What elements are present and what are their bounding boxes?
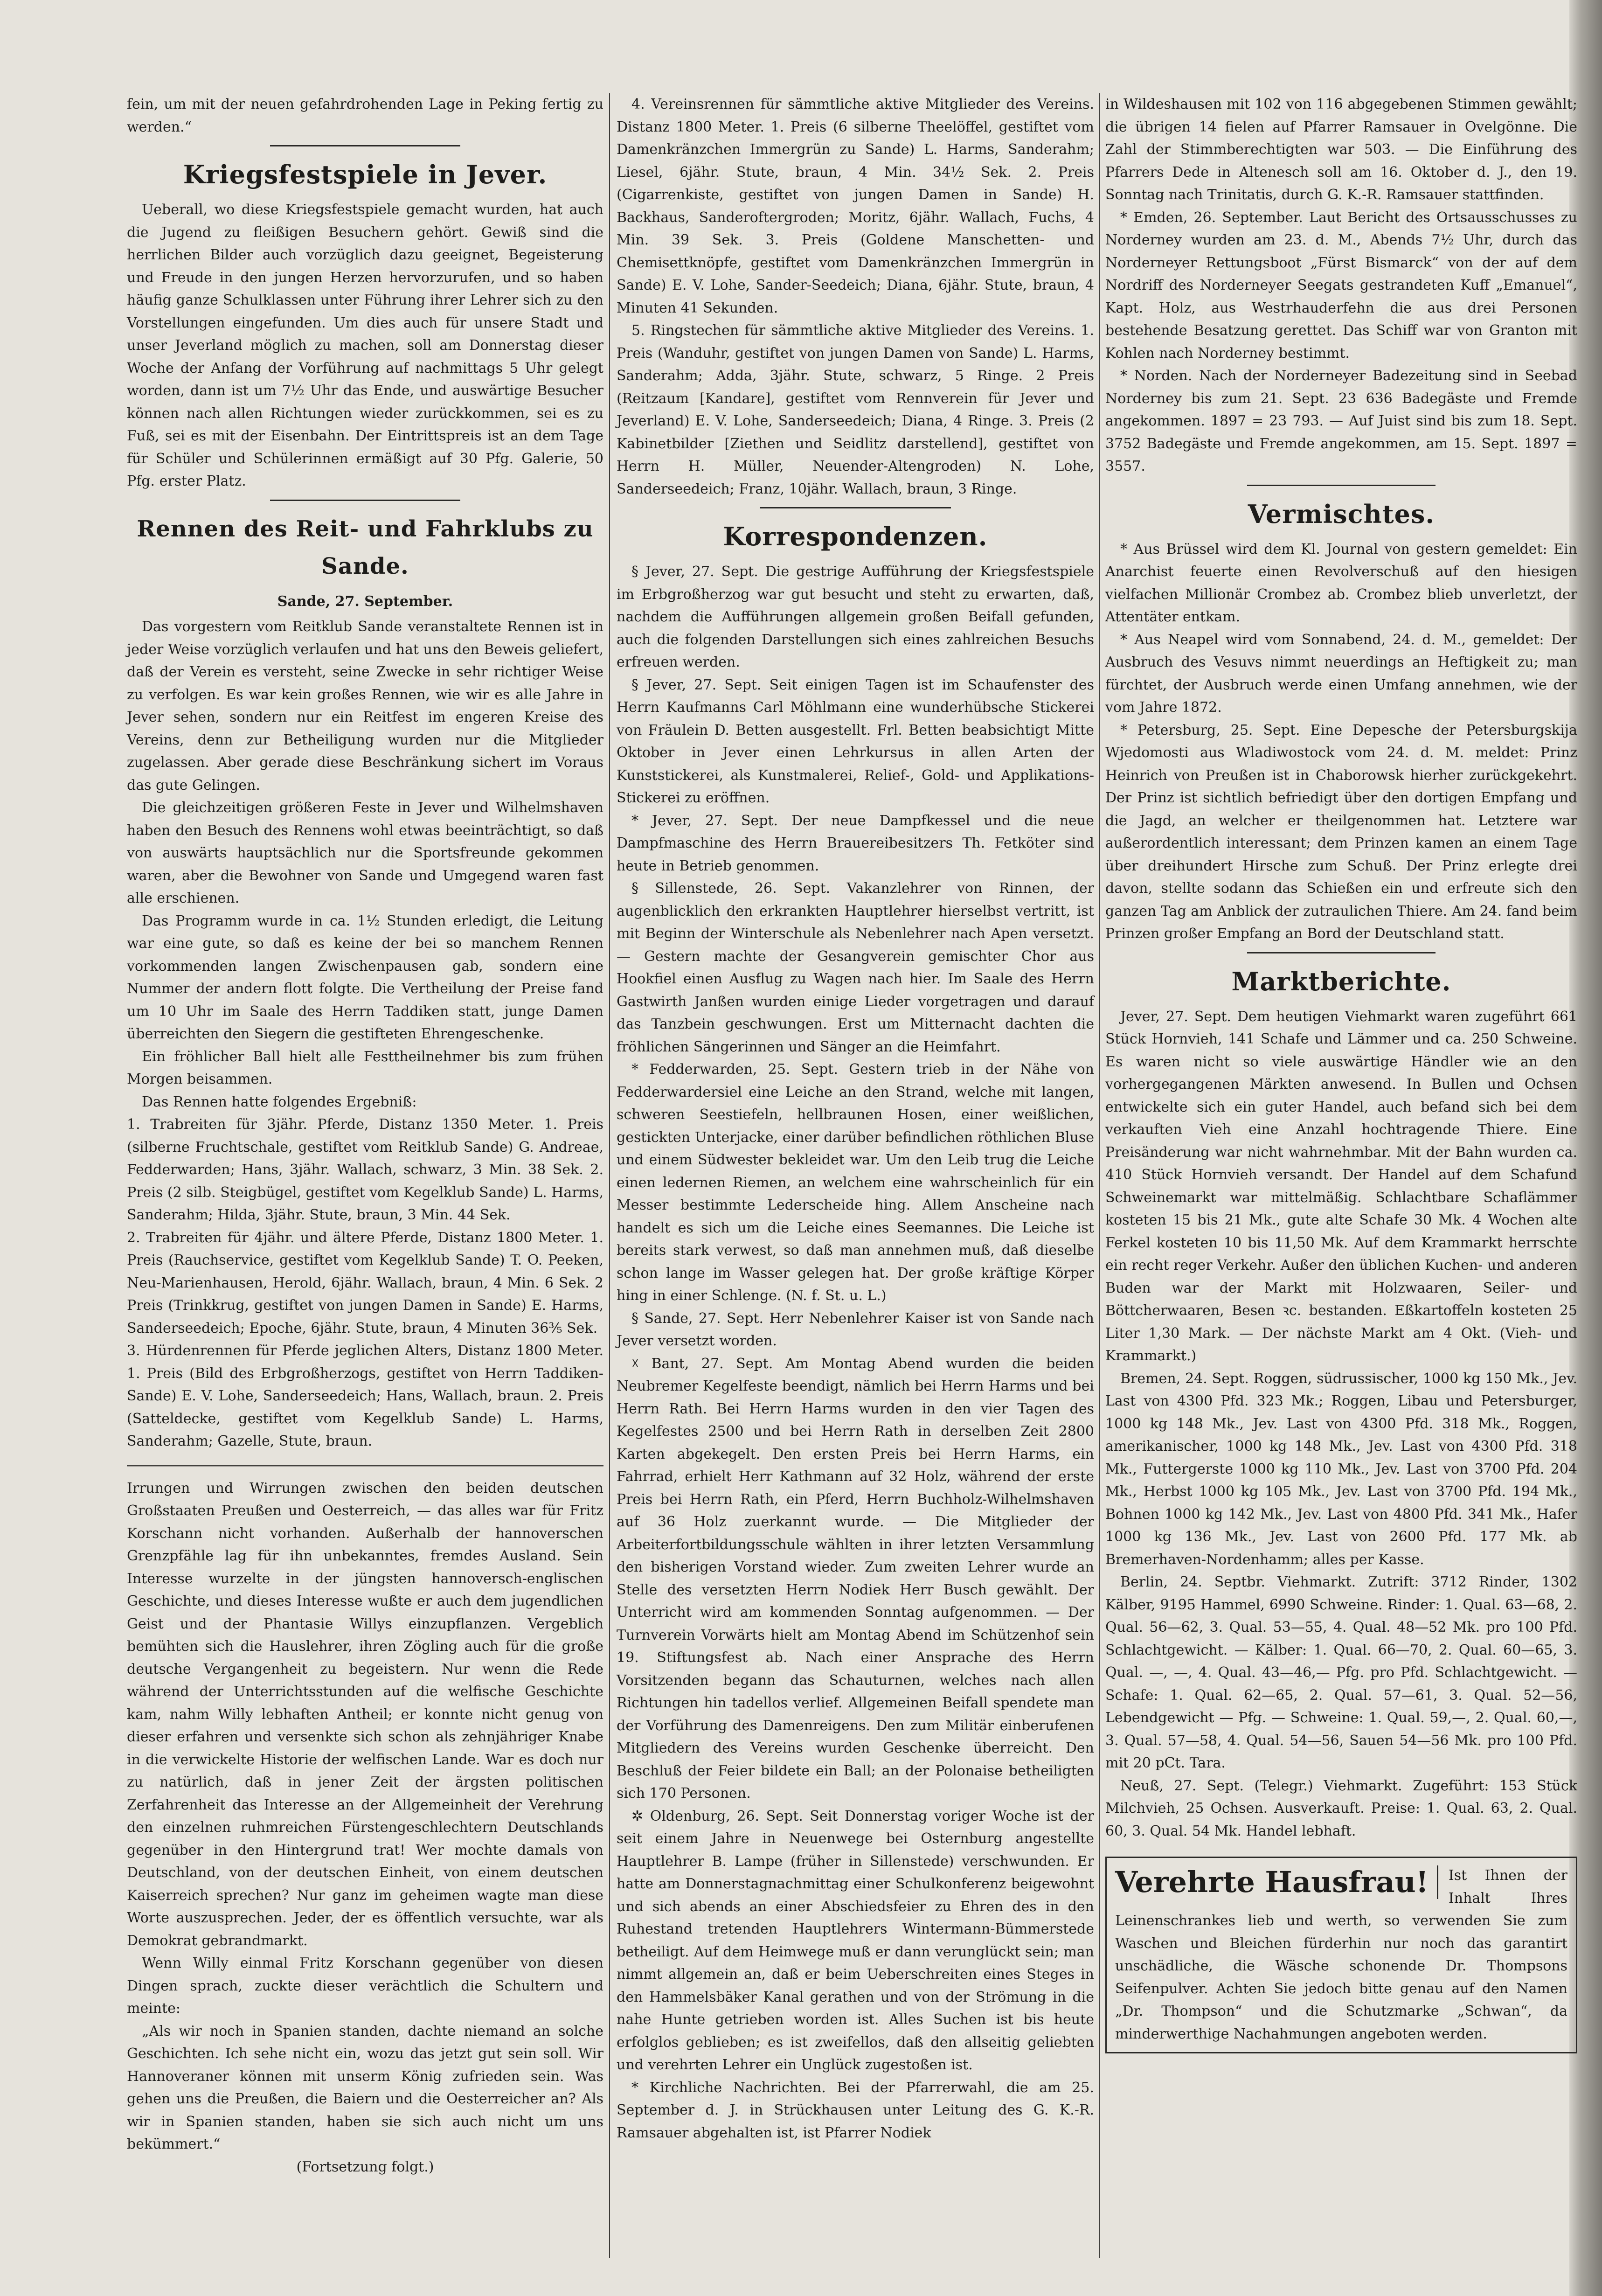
short-divider <box>270 500 461 501</box>
news-item: ✲ Oldenburg, 26. Sept. Seit Donnerstag voriger Woche ist der seit einem Jahre in Neuenwege bei Osternburg angestellte Hauptlehrer B. Lampe (früher in Sillenstede) verschwunden. Er hatte am Donnerstagnachmittag einer Schulkonferenz beigewohnt und sich abends an einer Abschiedsfeier zu Ehren des in den Ruhestand tretenden Hauptlehrers Wintermann-Bümmerstede betheiligt. Auf dem Heimwege muß er dann verunglückt sein; man nimmt allgemein an, daß er beim Ueberschreiten eines Steges in den Hammelsbäker Kanal gerathen und von der Strömung in die nahe Hunte getrieben worden ist. Alles Suchen ist bis heute erfolglos geblieben; es ist zweifellos, daß den allseitig geliebten und verehrten Lehrer ein Unglück zugestoßen ist. <box>617 1808 1094 2073</box>
column-1 <box>127 93 603 2178</box>
market-report: Bremen, 24. Sept. Roggen, südrussischer, 1000 kg 150 Mk., Jev. Last von 4300 Pfd. 323 Mk.; Roggen, Libau und Petersburger, 1000 kg 148 Mk., Jev. Last von 4300 Pfd. 318 Mk., Roggen, amerikanischer, 1000 kg 148 Mk., Jev. Last von 4300 Pfd. 318 Mk., Futtergerste 1000 kg 110 Mk., Jev. Last von 3700 Pfd. 204 Mk., Herbst 1000 kg 105 Mk., Jev. Last von 3700 Pfd. 194 Mk., Bohnen 1000 kg 142 Mk., Jev. Last von 4800 Pfd. 341 Mk., Hafer 1000 kg 136 Mk., Jev. Last von 2600 Pfd. 177 Mk. ab Bremerhaven-Nordenhamm; alles per Kasse. <box>1105 1370 1577 1568</box>
article-paragraph: Das Rennen hatte folgendes Ergebniß: <box>142 1093 417 1110</box>
novel-paragraph: Irrungen und Wirrungen zwischen den beiden deutschen Großstaaten Preußen und Oesterreich, — das alles war für Fritz Korschann nicht vorhanden. Außerhalb der hannoverschen Grenzpfähle lag für ihn unbekanntes, fremdes Ausland. Sein Interesse wurzelte in der jüngsten hannoversch-englischen Geschichte, und dieses Interesse wußte er auch dem jugendlichen Geist und der Phantasie Willys einzupflanzen. Vergeblich bemühten sich die Hauslehrer, ihren Zögling auch für die große deutsche Vergangenheit zu begeistern. Nur wenn die Rede während der Unterrichtsstunden auf die welfische Geschichte kam, nahm Willy lebhaften Antheil; er konnte nicht genug von dieser erfahren und versenkte sich schon als zehnjähriger Knabe in die verwickelte Historie der welfischen Lande. War es doch nur zu natürlich, daß in jener Zeit der ärgsten politischen Zerfahrenheit das Interesse an der Allgemeinheit der Verehrung den einzelnen ruhmreichen Fürstengeschlechtern Deutschlands gegenüber in den Hintergrund trat! Wer mochte damals von Deutschland, von der deutschen Einheit, von einem deutschen Kaiserreich sprechen? Nur ganz im geheimen wagte man diese Worte auszusprechen. Jeder, der es öffentlich versuchte, war als Demokrat gebrandmarkt. <box>127 1480 603 1949</box>
race-result: 2. Trabreiten für 4jähr. und ältere Pferde, Distanz 1800 Meter. 1. Preis (Rauchservice, gestiftet vom Kegelklub Sande) T. O. Peeken, Neu-Marienhausen, Herold, 6jähr. Wallach, braun, 4 Min. 6 Sek. 2 Preis (Trinkkrug, gestiftet von jungen Damen in Sande) E. Harms, Sanderseedeich; Epoche, 6jähr. Stute, braun, 4 Minuten 36⅗ Sek. <box>127 1229 603 1336</box>
headline-rennen: Rennen des Reit- und Fahrklubs zu Sande. <box>137 515 594 579</box>
feuilleton-divider <box>127 1465 603 1467</box>
short-divider <box>760 507 951 508</box>
column-2 <box>617 93 1094 2144</box>
continuation-note: (Fortsetzung folgt.) <box>296 2158 434 2175</box>
news-item: § Sillenstede, 26. Sept. Vakanzlehrer von Rinnen, der augenblicklich den erkrankten Hauptlehrer hierselbst vertritt, ist mit Beginn der Winterschule als Nebenlehrer nach Apen versetzt. — Gestern machte der Gesangverein gemischter Chor aus Hookfiel einen Ausflug zu Wagen nach hier. Im Saale des Herrn Gastwirth Janßen wurden einige Lieder vorgetragen und darauf das Tanzbein geschwungen. Erst um Mitternacht dachten die fröhlichen Sängerinnen und Sänger an die Heimfahrt. <box>617 880 1094 1055</box>
novel-paragraph: Wenn Willy einmal Fritz Korschann gegenüber von diesen Dingen sprach, zuckte dieser verächtlich die Schultern und meinte: <box>127 1955 603 2017</box>
headline-kriegsfestspiele: Kriegsfestspiele in Jever. <box>183 160 548 189</box>
advertisement-box <box>1105 1857 1577 2053</box>
race-result: 1. Trabreiten für 3jähr. Pferde, Distanz 1350 Meter. 1. Preis (silberne Fruchtschale, gestiftet vom Reitklub Sande) G. Andreae, Fedderwarden; Hans, 3jähr. Wallach, schwarz, 3 Min. 38 Sek. 2. Preis (2 silb. Steigbügel, gestiftet vom Kegelklub Sande) L. Harms, Sanderahm; Hilda, 3jähr. Stute, braun, 3 Min. 44 Sek. <box>127 1116 603 1223</box>
short-divider <box>1247 485 1436 486</box>
news-item: * Kirchliche Nachrichten. Bei der Pfarrerwahl, die am 25. September d. J. in Strückhausen unter Leitung des G. K.-R. Ramsauer abgehalten ist, ist Pfarrer Nodiek <box>617 2079 1094 2141</box>
news-item: * Aus Neapel wird vom Sonnabend, 24. d. M., gemeldet: Der Ausbruch des Vesuvs nimmt neuerdings an Heftigkeit zu; man fürchtet, der Ausbruch werde einen Umfang annehmen, wie der vom Jahre 1872. <box>1105 631 1577 716</box>
headline-korrespondenzen: Korrespondenzen. <box>723 522 988 551</box>
article-paragraph: Die gleichzeitigen größeren Feste in Jever und Wilhelmshaven haben den Besuch des Rennens wohl etwas beeinträchtigt, so daß von auswärts hauptsächlich nur die Sportsfreunde gekommen waren, aber die Bewohner von Sande und Umgegend waren fast alle erschienen. <box>127 800 603 906</box>
article-paragraph: Ueberall, wo diese Kriegsfestspiele gemacht wurden, hat auch die Jugend zu fleißigen Besuchern gehört. Gewiß sind die herrlichen Bilder auch vorzüglich dazu geeignet, Begeisterung und Freude in den jungen Herzen hervorzurufen, und so haben häufig ganze Schulklassen unter Führung ihrer Lehrer sich zu den Vorstellungen eingefunden. Um dies auch für unsere Stadt und unser Jeverland möglich zu machen, soll am Donnerstag dieser Woche der Anfang der Vorführung auf nachmittags 5 Uhr gelegt worden, dann ist um 7½ Uhr das Ende, und auswärtige Besucher können nach allen Richtungen wieder zurückkommen, sei es zu Fuß, sei es mit der Eisenbahn. Der Eintrittspreis ist an dem Tage für Schüler und Schülerinnen ermäßigt auf 30 Pfg. Galerie, 50 Pfg. erster Platz. <box>127 202 603 489</box>
news-item: § Jever, 27. Sept. Die gestrige Aufführung der Kriegsfestspiele im Erbgroßherzog war gut besucht und steht zu erwarten, daß, nachdem die Aufführungen allgemein großen Beifall gefunden, auch die folgenden Darstellungen sich eines zahlreichen Besuchs erfreuen werden. <box>617 564 1094 670</box>
news-item: * Fedderwarden, 25. Sept. Gestern trieb in der Nähe von Fedderwardersiel eine Leiche an den Strand, welche mit langen, schweren Seestiefeln, hellbraunen Hosen, einer weißlichen, gestickten Unterjacke, einer darüber befindlichen röthlichen Bluse und einem Südwester bekleidet war. Um den Leib trug die Leiche einen ledernen Riemen, an welchem eine wahrscheinlich für ein Messer bestimmte Lederscheide hing. Allem Anscheine nach handelt es sich um die Leiche eines Seemannes. Die Leiche ist bereits stark verwest, so daß man annehmen muß, daß dieselbe schon lange im Wasser gelegen hat. Der große kräftige Körper hing in einer Schlenge. (N. f. St. u. L.) <box>617 1061 1094 1304</box>
short-divider <box>1247 952 1436 953</box>
news-item: * Norden. Nach der Norderneyer Badezeitung sind in Seebad Norderney bis zum 21. Sept. 23 636 Badegäste und Fremde angekommen. 1897 = 23 793. — Auf Juist sind bis zum 18. Sept. 3752 Badegäste und Fremde angekommen, am 15. Sept. 1897 = 3557. <box>1105 368 1577 474</box>
article-paragraph: Ein fröhlicher Ball hielt alle Festtheilnehmer bis zum frühen Morgen beisammen. <box>127 1048 603 1087</box>
market-report: Berlin, 24. Septbr. Viehmarkt. Zutrift: 3712 Rinder, 1302 Kälber, 9195 Hammel, 6990 Schweine. Rinder: 1. Qual. 63—68, 2. Qual. 56—62, 3. Qual. 53—55, 4. Qual. 48—52 Mk. pro 100 Pfd. Schlachtgewicht. — Kälber: 1. Qual. 66—70, 2. Qual. 60—65, 3. Qual. —, —, 4. Qual. 43—46,— Pfg. pro Pfd. Schlachtgewicht. — Schafe: 1. Qual. 62—65, 2. Qual. 57—61, 3. Qual. 52—56, Lebendgewicht — Pfg. — Schweine: 1. Qual. 59,—, 2. Qual. 60,—, 3. Qual. 57—58, 4. Qual. 54—56, Sauen 54—56 Mk. pro 100 Pfd. mit 20 pCt. Tara. <box>1105 1574 1577 1771</box>
article-paragraph: Das vorgestern vom Reitklub Sande veranstaltete Rennen ist in jeder Weise vorzüglich verlaufen und hat uns den Beweis geliefert, daß der Verein es versteht, seine Zwecke in sehr richtiger Weise zu verfolgen. Es war kein großes Rennen, wie wir es alle Jahre in Jever sehen, sondern nur ein Reitfest im engeren Kreise des Vereins, denn zur Betheiligung wurden nur die Mitglieder zugelassen. Aber gerade diese Beschränkung sichert im Voraus das gute Gelingen. <box>127 619 603 793</box>
market-report: Neuß, 27. Sept. (Telegr.) Viehmarkt. Zugeführt: 153 Stück Milchvieh, 25 Ochsen. Ausverkauft. Preise: 1. Qual. 63, 2. Qual. 60, 3. Qual. 54 Mk. Handel lebhaft. <box>1105 1777 1577 1839</box>
headline-vermischtes: Vermischtes. <box>1248 499 1435 529</box>
dateline: Sande, 27. September. <box>277 593 453 610</box>
news-item: * Petersburg, 25. Sept. Eine Depesche der Petersburgskija Wjedomosti aus Wladiwostock vom 24. d. M. meldet: Prinz Heinrich von Preußen ist in Chaborowsk hierher zurückgekehrt. Der Prinz ist sichtlich befriedigt über den dortigen Empfang und die Jagd, an welcher er theilgenommen hat. Letztere war außerordentlich interessant; dem Prinzen kamen an einem Tage über dreihundert Hirsche zum Schuß. Der Prinz erlegte drei davon, stellte sodann das Schießen ein und erfreute sich den ganzen Tag am Anblick der zutraulichen Thiere. Am 24. fand beim Prinzen großer Empfang an Bord der Deutschland statt. <box>1105 722 1577 942</box>
advertisement-text: Ist Ihnen der Inhalt Ihres Leinenschrankes lieb und werth, so verwenden Sie zum Waschen und Bleichen fürderhin nur noch das garantirt unschädliche, die Wäsche schonende Dr. Thompsons Seifenpulver. Achten Sie jedoch bitte genau auf den Namen „Dr. Thompson“ und die Schutzmarke „Schwan“, da minderwerthige Nachahmungen angeboten werden. <box>1115 1867 1567 2042</box>
news-item: § Jever, 27. Sept. Seit einigen Tagen ist im Schaufenster des Herrn Kaufmanns Carl Möhlmann eine wunderhübsche Stickerei von Fräulein D. Betten ausgestellt. Frl. Betten beabsichtigt Mitte Oktober in Jever einen Lehrkursus in allen Arten der Kunststickerei, als Kunstmalerei, Relief-, Gold- und Applikations-Stickerei zu eröffnen. <box>617 676 1094 806</box>
race-result: 5. Ringstechen für sämmtliche aktive Mitglieder des Vereins. 1. Preis (Wanduhr, gestiftet von jungen Damen von Sande) L. Harms, Sanderahm; Adda, 3jähr. Stute, schwarz, 5 Ringe. 2 Preis (Reitzaum [Kandare], gestiftet vom Rennverein für Jever und Jeverland) E. V. Lohe, Sanderseedeich; Diana, 4 Ringe. 3. Preis (2 Kabinetbilder [Ziethen und Seidlitz darstellend], gestiftet von Herrn H. Müller, Neuender-Altengroden) N. Lohe, Sanderseedeich; Franz, 10jähr. Wallach, braun, 3 Ringe. <box>617 322 1094 497</box>
headline-marktberichte: Marktberichte. <box>1231 966 1451 996</box>
news-item: * Aus Brüssel wird dem Kl. Journal von gestern gemeldet: Ein Anarchist feuerte einen Revolverschuß auf den hiesigen vielfachen Millionär Crombez ab. Crombez blieb unverletzt, der Attentäter entkam. <box>1105 541 1577 625</box>
news-item: § Sande, 27. Sept. Herr Nebenlehrer Kaiser ist von Sande nach Jever versetzt worden. <box>617 1310 1094 1349</box>
race-result: 3. Hürdenrennen für Pferde jeglichen Alters, Distanz 1800 Meter. 1. Preis (Bild des Erbgroßherzogs, gestiftet von Herrn Taddiken-Sande) E. V. Lohe, Sanderseedeich; Hans, Wallach, braun. 2. Preis (Satteldecke, gestiftet vom Kegelklub Sande) L. Harms, Sanderahm; Gazelle, Stute, braun. <box>127 1343 603 1449</box>
article-continuation: fein, um mit der neuen gefahrdrohenden Lage in Peking fertig zu werden.“ <box>127 96 603 135</box>
news-item: * Emden, 26. September. Laut Bericht des Ortsausschusses zu Norderney wurden am 23. d. M., Abends 7½ Uhr, durch das Norderneyer Rettungsboot „Fürst Bismarck“ von der auf dem Nordriff des Norderneyer Seegats gestrandeten Kuff „Emanuel“, Kapt. Holz, aus Westrhauderfehn die aus drei Personen bestehende Besatzung gerettet. Das Schiff war von Granton mit Kohlen nach Norderney bestimmt. <box>1105 209 1577 362</box>
column-rule <box>1099 93 1100 2258</box>
advertisement-title: Verehrte Hausfrau! <box>1115 1865 1438 1899</box>
novel-paragraph: „Als wir noch in Spanien standen, dachte niemand an solche Geschichten. Ich sehe nicht ein, wozu das jetzt gut sein soll. Wir Hannoveraner können mit unserm König zufrieden sein. Was gehen uns die Preußen, die Baiern und die Oesterreicher an? Als wir in Spanien standen, haben sie sich auch nicht um uns bekümmert.“ <box>127 2023 603 2152</box>
article-paragraph: Das Programm wurde in ca. 1½ Stunden erledigt, die Leitung war eine gute, so daß es keine der bei so manchem Rennen vorkommenden langen Zwischenpausen gab, sondern eine Nummer der andern flott folgte. Die Vertheilung der Preise fand um 10 Uhr im Saale des Herrn Taddiken statt, junge Damen überreichten den Siegern die gestifteten Ehrengeschenke. <box>127 912 603 1042</box>
news-item: ☓ Bant, 27. Sept. Am Montag Abend wurden die beiden Neubremer Kegelfeste beendigt, nämlich bei Herrn Harms und bei Herrn Rath. Bei Herrn Harms wurden in den vier Tagen des Kegelfestes 2500 und bei Herrn Rath in derselben Zeit 2800 Karten abgekegelt. Den ersten Preis bei Herrn Harms, ein Fahrrad, erhielt Herr Kathmann auf 32 Holz, während der erste Preis bei Herrn Rath, ein Pferd, Herrn Buchholz-Wilhelmshaven auf 36 Holz zuerkannt wurde. — Die Mitglieder der Arbeiterfortbildungsschule wählten in ihrer letzten Versammlung den bisherigen Vorstand wieder. Zum zweiten Lehrer wurde an Stelle des versetzten Herrn Nodiek Herr Busch gewählt. Der Unterricht wird am kommenden Sonntag aufgenommen. — Der Turnverein Vorwärts hielt am Montag Abend im Schützenhof sein 19. Stiftungsfest ab. Nach einer Ansprache des Herrn Vorsitzenden begann das Schauturnen, welches nach allen Richtungen hin tadellos verlief. Allgemeinen Beifall spendete man der Vorführung des Damenreigens. Den zum Militär einberufenen Mitgliedern des Vereins wurden Geschenke überreicht. Den Beschluß der Feier bildete ein Ball; an der Polonaise betheiligten sich 170 Personen. <box>617 1355 1094 1802</box>
column-3 <box>1105 93 1577 2053</box>
news-item: in Wildeshausen mit 102 von 116 abgegebenen Stimmen gewählt; die übrigen 14 fielen auf Pfarrer Ramsauer in Ovelgönne. Die Zahl der Stimmberechtigten war 503. — Die Einführung des Pfarrers Dede in Altenesch soll am 16. Oktober d. J., den 19. Sonntag nach Trinitatis, durch G. K.-R. Ramsauer stattfinden. <box>1105 96 1577 203</box>
news-item: * Jever, 27. Sept. Der neue Dampfkessel und die neue Dampfmaschine des Herrn Brauereibesitzers Th. Fetköter sind heute in Betrieb genommen. <box>617 812 1094 874</box>
market-report: Jever, 27. Sept. Dem heutigen Viehmarkt waren zugeführt 661 Stück Hornvieh, 141 Schafe und Lämmer und ca. 250 Schweine. Es waren nicht so viele auswärtige Händler wie an den vorhergegangenen Märkten anwesend. In Bullen und Ochsen entwickelte sich ein guter Handel, auch befand sich bei dem verkauften Vieh eine Anzahl hochtragende Thiere. Eine Preisänderung war nicht wahrnehmbar. Mit der Bahn wurden ca. 410 Stück Hornvieh versandt. Der Handel auf dem Schafund Schweinemarkt war mittelmäßig. Schlachtbare Schaflämmer kosteten 15 bis 21 Mk., gute alte Schafe 30 Mk. 4 Wochen alte Ferkel kosteten 10 bis 11,50 Mk. Auf dem Krammarkt herrschte ein recht reger Verkehr. Außer den üblichen Kuchen- und anderen Buden war der Markt mit Holzwaaren, Seiler- und Böttcherwaaren, Besen ꝛc. bestanden. Eßkartoffeln kosteten 25 Liter 1,30 Mark. — Der nächste Markt am 4 Okt. (Vieh- und Krammarkt.) <box>1105 1008 1577 1364</box>
short-divider <box>270 145 461 146</box>
column-rule <box>609 93 610 2258</box>
race-result: 4. Vereinsrennen für sämmtliche aktive Mitglieder des Vereins. Distanz 1800 Meter. 1. Preis (6 silberne Theelöffel, gestiftet vom Damenkränzchen Immergrün zu Sande) L. Harms, Sanderahm; Liesel, 6jähr. Stute, braun, 4 Min. 34½ Sek. 2. Preis (Cigarrenkiste, gestiftet von jungen Damen in Sande) H. Backhaus, Sanderoftergroden; Moritz, 6jähr. Wallach, Fuchs, 4 Min. 39 Sek. 3. Preis (Goldene Manschetten- und Chemisettknöpfe, gestiftet vom Damenkränzchen Immergrün in Sande) E. V. Lohe, Sander-Seedeich; Diana, 6jähr. Stute, braun, 4 Minuten 41 Sekunden. <box>617 96 1094 316</box>
